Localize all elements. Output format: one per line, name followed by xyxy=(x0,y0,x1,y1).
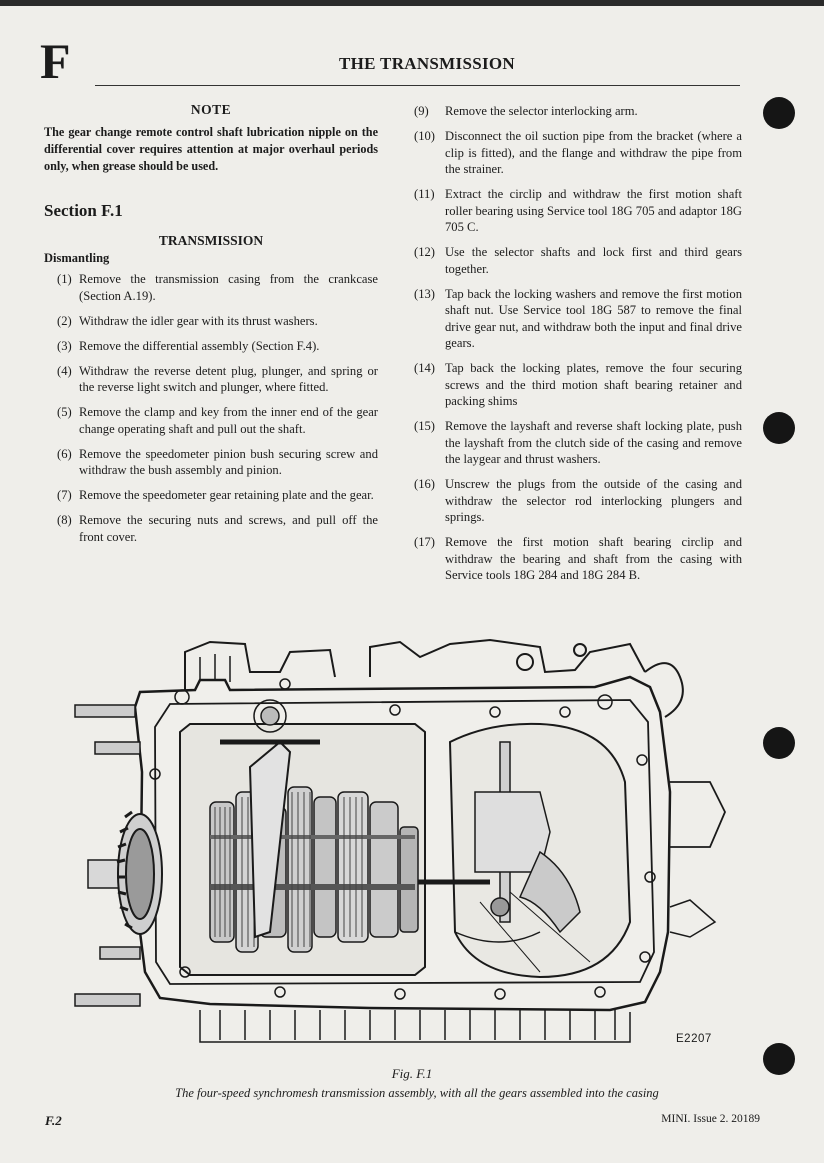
step-text: Remove the clamp and key from the inner end of the gear change operating shaft and pull out the shaft. xyxy=(79,405,378,436)
step-text: Disconnect the oil suction pipe from the bracket (where a clip is fitted), and the flange and withdraw the pipe from the strainer. xyxy=(445,129,742,176)
step-text: Unscrew the plugs from the outside of the casing and withdraw the selector rod interlocking plungers and springs. xyxy=(445,477,742,524)
step-number: (1) xyxy=(57,272,72,286)
figure-code: E2207 xyxy=(676,1033,712,1045)
step-number: (12) xyxy=(414,245,435,259)
transmission-heading: TRANSMISSION xyxy=(158,233,264,248)
figure-number: Fig. F.1 xyxy=(391,1066,433,1081)
step-number: (4) xyxy=(57,363,72,378)
step-text: Remove the speedometer gear retaining plate and the gear. xyxy=(79,488,374,502)
binder-hole xyxy=(763,97,795,129)
step-text: Remove the first motion shaft bearing circlip and withdraw the bearing and shaft from the casing with Service tools 18G 284 and 18G 284 B. xyxy=(445,535,742,582)
step-item xyxy=(414,128,742,178)
right-column xyxy=(414,103,742,592)
step-text: Use the selector shafts and lock first and third gears together. xyxy=(445,245,742,276)
header-rule xyxy=(95,85,740,86)
page-number: F.2 xyxy=(45,1113,62,1128)
left-column xyxy=(44,102,378,554)
step-text: Tap back the locking plates, remove the four securing screws and the third motion shaft bearing retainer and packing shims xyxy=(445,361,742,408)
step-text: Tap back the locking washers and remove the first motion shaft nut. Use Service tool 18G 587 to remove the final drive gear nut, and withdraw both the input and final drive gears. xyxy=(445,286,742,350)
step-number: (3) xyxy=(57,338,72,353)
step-number: (15) xyxy=(414,419,435,433)
step-item xyxy=(414,418,742,468)
note-text: The gear change remote control shaft lubrication nipple on the differential cover requires attention at major overhaul periods only, when grease should be used. xyxy=(44,125,378,173)
step-text: Remove the securing nuts and screws, and pull off the front cover. xyxy=(79,513,378,544)
step-number: (5) xyxy=(57,405,72,419)
step-text: Withdraw the reverse detent plug, plunger, and spring or the reverse light switch and plunger, where fitted. xyxy=(79,363,378,394)
step-item xyxy=(44,313,378,330)
section-title: Section F.1 xyxy=(44,201,123,220)
step-item xyxy=(44,271,378,304)
step-text: Remove the differential assembly (Section F.4). xyxy=(79,338,320,353)
step-item xyxy=(414,476,742,526)
step-item xyxy=(44,512,378,545)
step-item xyxy=(414,103,742,120)
issue-info: MINI. Issue 2. 20189 xyxy=(661,1113,760,1125)
step-number: (11) xyxy=(414,187,435,201)
step-number: (6) xyxy=(57,446,72,461)
transmission-illustration xyxy=(70,632,760,1047)
step-item xyxy=(414,534,742,584)
step-item xyxy=(414,244,742,277)
step-item xyxy=(414,286,742,352)
step-text: Withdraw the idler gear with its thrust washers. xyxy=(79,313,318,328)
binder-hole xyxy=(763,412,795,444)
step-item xyxy=(44,487,378,504)
step-number: (9) xyxy=(414,104,429,118)
step-text: Remove the selector interlocking arm. xyxy=(445,104,638,118)
step-item xyxy=(44,404,378,437)
step-number: (7) xyxy=(57,488,72,502)
step-number: (10) xyxy=(414,129,435,143)
page-top-edge xyxy=(0,0,824,6)
figure-caption: The four-speed synchromesh transmission assembly, with all the gears assembled into the casing xyxy=(175,1086,659,1100)
step-text: Remove the transmission casing from the crankcase (Section A.19). xyxy=(79,272,378,303)
step-item xyxy=(44,338,378,355)
step-number: (8) xyxy=(57,513,72,527)
step-number: (17) xyxy=(414,535,435,549)
page-title: THE TRANSMISSION xyxy=(339,54,515,73)
step-text: Extract the circlip and withdraw the first motion shaft roller bearing using Service tool 18G 705 and adaptor 18G 705 C. xyxy=(445,187,742,234)
step-item xyxy=(414,186,742,236)
step-item xyxy=(44,446,378,479)
step-text: Remove the layshaft and reverse shaft locking plate, push the layshaft from the clutch side of the casing and remove the laygear and thrust washers. xyxy=(445,419,742,466)
step-number: (13) xyxy=(414,286,435,301)
step-number: (2) xyxy=(57,313,72,328)
dismantling-subheading: Dismantling xyxy=(44,251,110,265)
step-number: (16) xyxy=(414,477,435,491)
step-item xyxy=(44,363,378,396)
step-text: Remove the speedometer pinion bush securing screw and withdraw the bush assembly and pinion. xyxy=(79,446,378,477)
step-number: (14) xyxy=(414,361,435,375)
chapter-letter: F xyxy=(40,33,70,89)
step-item xyxy=(414,360,742,410)
note-heading: NOTE xyxy=(190,102,232,117)
binder-hole xyxy=(763,727,795,759)
